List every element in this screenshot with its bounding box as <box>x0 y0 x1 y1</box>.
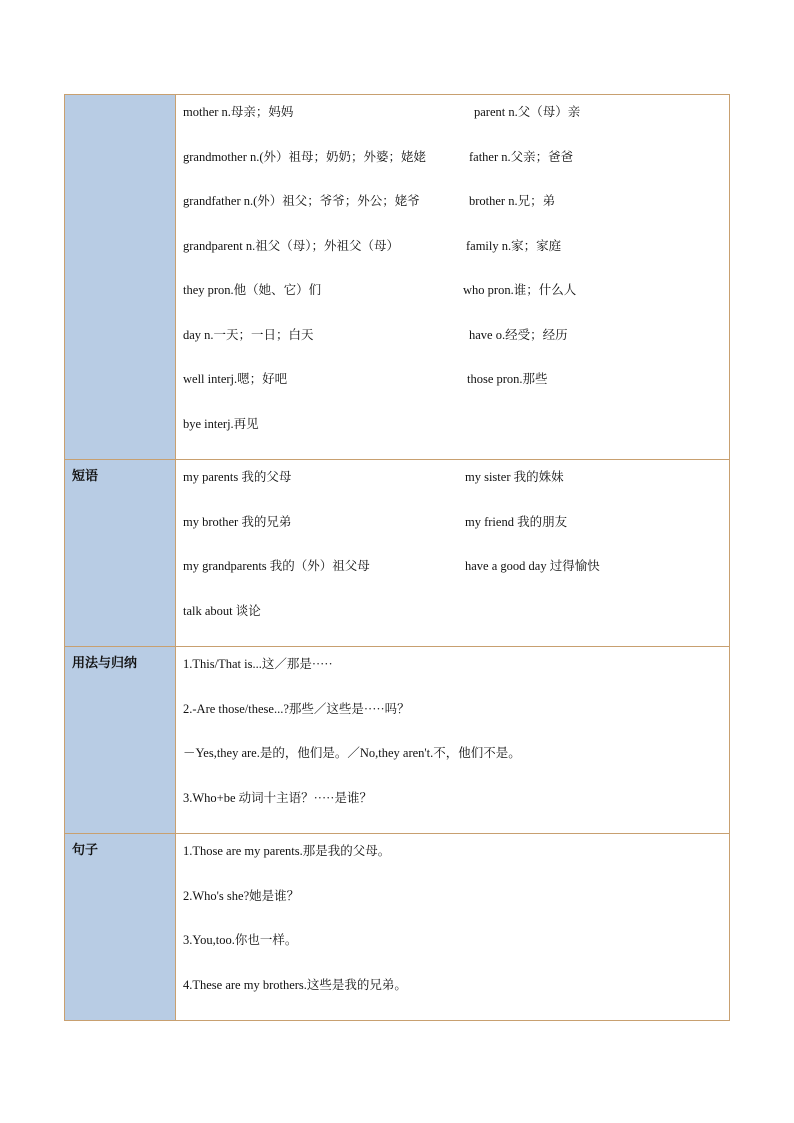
phrases-label-cell <box>65 460 176 647</box>
vocab-term: family n.家；家庭 <box>466 238 562 253</box>
sentences-label: 句子 <box>72 843 99 858</box>
vocab-term: grandfather n.(外）祖父；爷爷；外公；姥爷 <box>183 194 420 208</box>
usage-label-cell <box>65 647 176 834</box>
vocab-term: day n.一天；一日；白天 <box>183 327 314 342</box>
vocab-line <box>183 326 729 371</box>
usage-text: 3.Who+be 动词十主语？·····是谁？ <box>183 790 372 805</box>
sentence-line <box>183 931 729 976</box>
vocab-line <box>183 237 729 282</box>
phrase-item: have a good day 过得愉快 <box>465 559 600 573</box>
phrases-label: 短语 <box>72 469 99 484</box>
vocab-term: grandmother n.(外）祖母；奶奶；外婆；姥姥 <box>183 149 427 164</box>
phrase-line <box>183 513 729 558</box>
vocab-term: they pron.他（她、它）们 <box>183 283 322 297</box>
phrase-line <box>183 468 729 513</box>
vocab-term: mother n.母亲；妈妈 <box>183 105 294 119</box>
usage-label: 用法与归纳 <box>72 656 138 671</box>
phrase-item: my brother 我的兄弟 <box>183 514 292 529</box>
vocab-line <box>183 281 729 326</box>
vocab-term: well interj.嗯；好吧 <box>183 372 288 386</box>
phrase-line <box>183 602 729 647</box>
vocab-term: those pron.那些 <box>467 372 548 386</box>
sentence-text: 3.You,too.你也一样。 <box>183 933 298 947</box>
vocab-term: brother n.兄；弟 <box>469 194 556 208</box>
vocabulary-row <box>65 95 730 460</box>
phrase-item: my sister 我的姝妹 <box>465 470 564 484</box>
usage-content-cell <box>176 647 730 834</box>
phrase-item: my parents 我的父母 <box>183 470 292 484</box>
usage-line <box>183 789 729 834</box>
vocab-term: grandparent n.祖父（母）；外祖父（母） <box>183 238 399 253</box>
phrases-content-cell <box>176 460 730 647</box>
usage-row <box>65 647 730 834</box>
vocabulary-table <box>64 94 730 1021</box>
sentence-line <box>183 842 729 887</box>
usage-line <box>183 655 729 700</box>
sentence-text: 1.Those are my parents.那是我的父母。 <box>183 844 391 858</box>
sentence-text: 4.These are my brothers.这些是我的兄弟。 <box>183 977 407 992</box>
usage-text: 1.This/That is...这／那是····· <box>183 657 333 671</box>
phrase-item: my grandparents 我的（外）祖父母 <box>183 559 370 573</box>
usage-text: 2.-Are those/these...?那些／这些是·····吗？ <box>183 701 410 716</box>
vocab-term: father n.父亲；爸爸 <box>469 149 574 164</box>
vocab-line <box>183 103 729 148</box>
sentence-text: 2.Who's she?她是谁？ <box>183 888 300 903</box>
vocab-term: have o.经受；经历 <box>469 327 568 342</box>
usage-list <box>176 647 729 833</box>
vocabulary-list <box>176 95 729 459</box>
phrase-line <box>183 557 729 602</box>
vocab-line <box>183 148 729 193</box>
vocabulary-label-cell <box>65 95 176 460</box>
vocab-line <box>183 192 729 237</box>
vocab-line <box>183 370 729 415</box>
vocab-term: who pron.谁；什么人 <box>463 283 577 297</box>
phrase-item: my friend 我的朋友 <box>465 514 568 529</box>
usage-line <box>183 700 729 745</box>
phrase-item: talk about 谈论 <box>183 603 261 618</box>
sentences-list <box>176 834 729 1020</box>
phrases-row <box>65 460 730 647</box>
sentence-line <box>183 887 729 932</box>
sentences-content-cell <box>176 834 730 1021</box>
vocabulary-label <box>65 95 175 103</box>
vocab-line <box>183 415 729 460</box>
sentences-row <box>65 834 730 1021</box>
sentence-line <box>183 976 729 1021</box>
usage-line <box>183 744 729 789</box>
vocab-term: parent n.父（母）亲 <box>474 105 581 119</box>
vocabulary-content-cell <box>176 95 730 460</box>
sentences-label-cell <box>65 834 176 1021</box>
usage-text: －Yes,they are.是的，他们是。／No,they aren't.不，他们不是。 <box>183 746 521 760</box>
phrases-list <box>176 460 729 646</box>
vocab-term: bye interj.再见 <box>183 416 259 431</box>
